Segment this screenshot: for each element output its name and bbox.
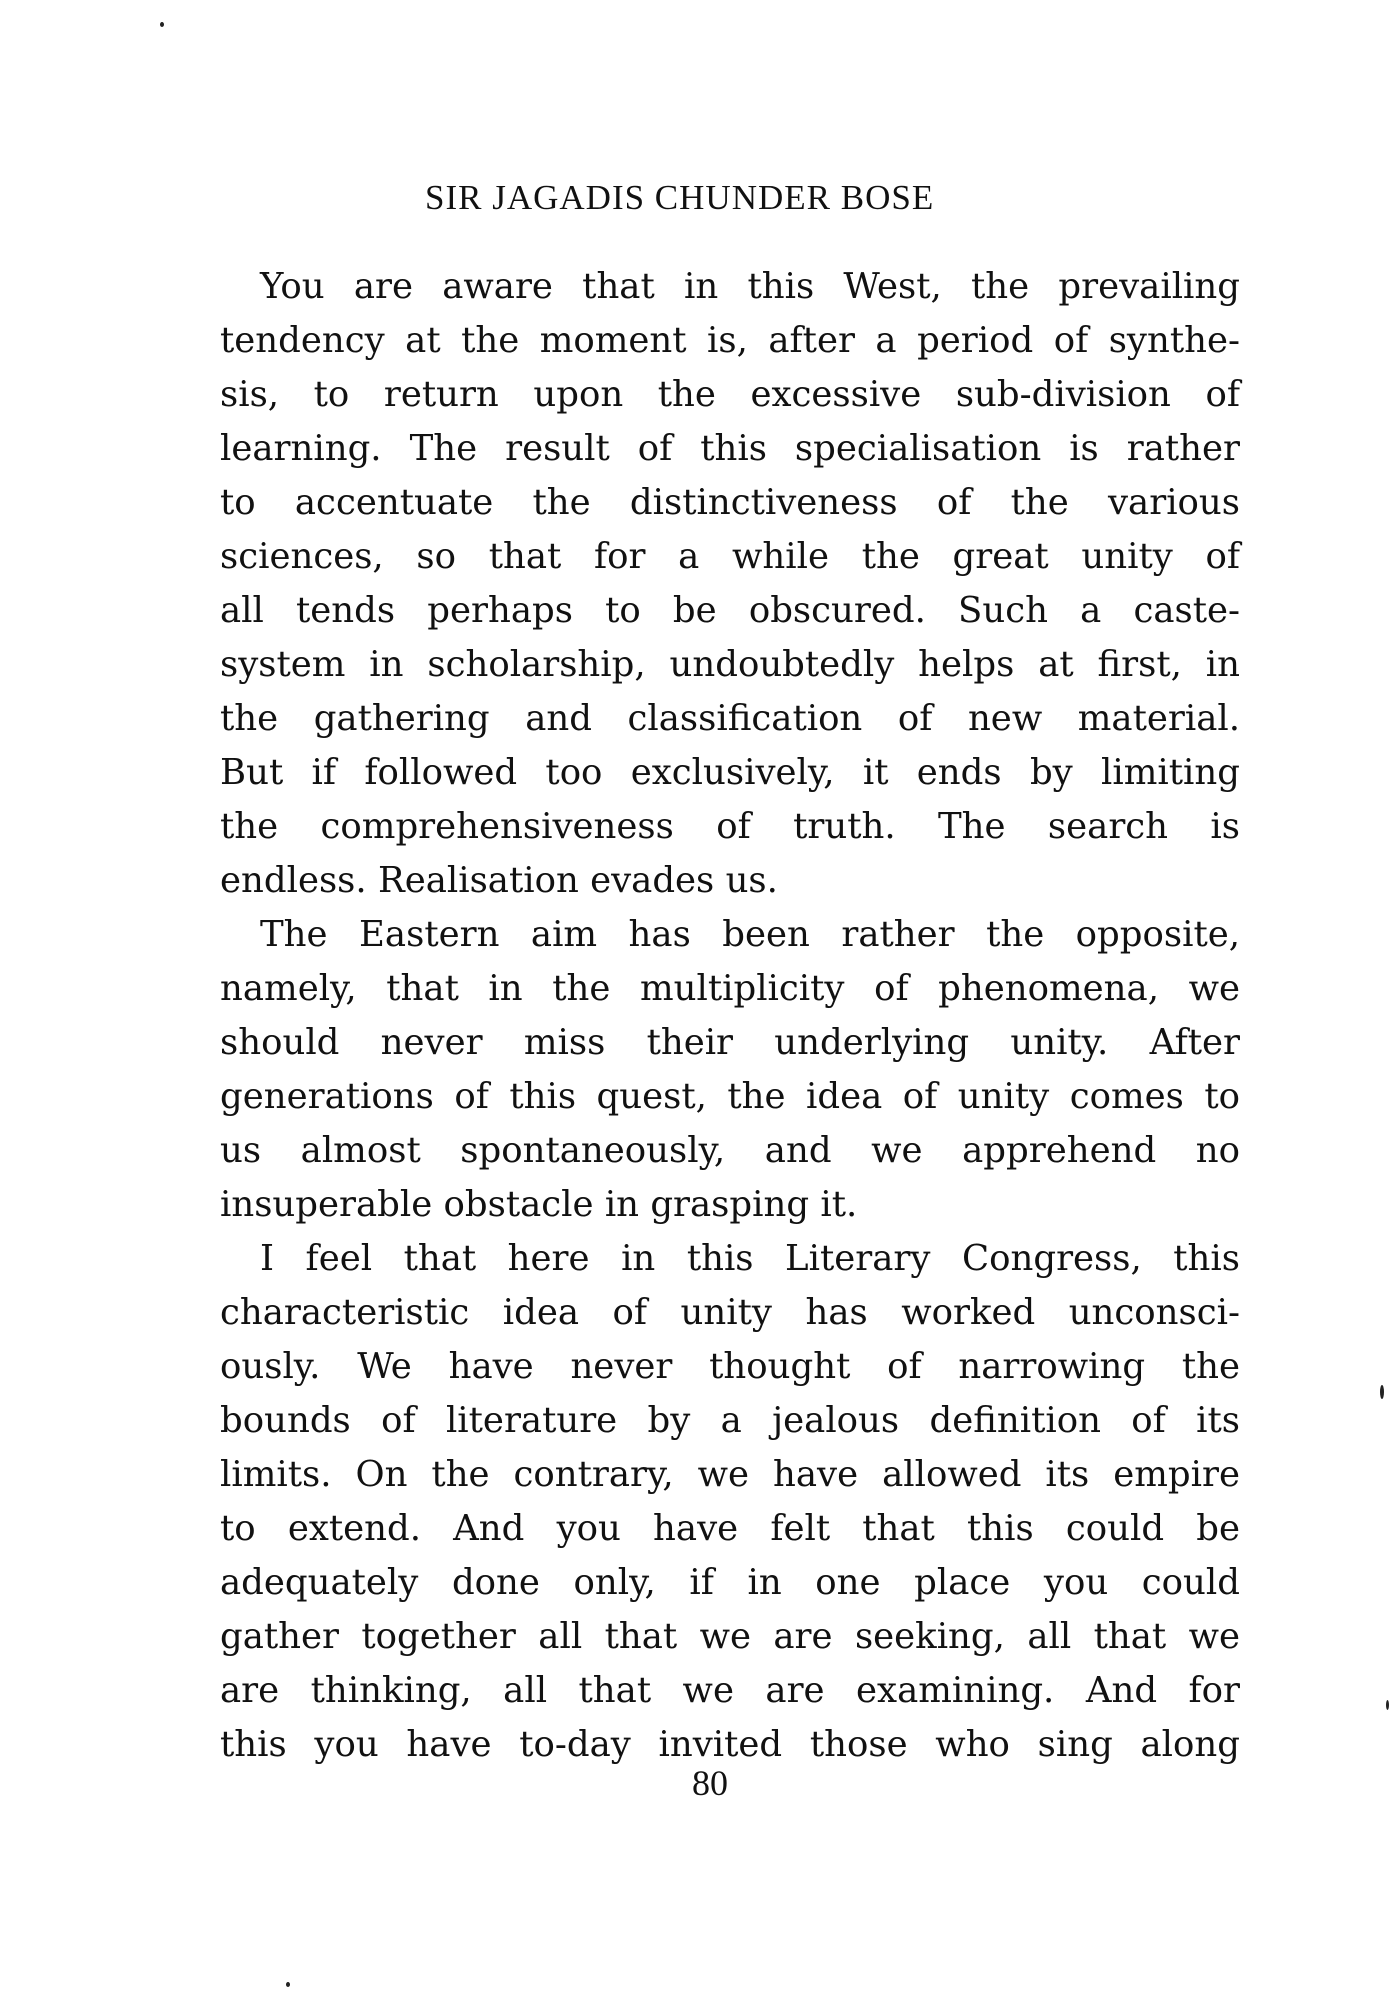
- text-line: to extend. And you have felt that this could be: [220, 1508, 1240, 1549]
- text-line: But if followed too exclusively, it ends by limiting: [220, 752, 1240, 793]
- text-line: the comprehensiveness of truth. The search is: [220, 806, 1240, 847]
- scan-speck: [286, 1982, 290, 1987]
- text-line: endless. Realisation evades us.: [220, 860, 778, 901]
- text-line: all tends perhaps to be obscured. Such a caste-: [220, 590, 1240, 631]
- text-line: adequately done only, if in one place you could: [220, 1562, 1240, 1603]
- text-line: The Eastern aim has been rather the opposite,: [260, 914, 1240, 955]
- text-line: this you have to-day invited those who sing along: [220, 1724, 1240, 1765]
- text-line: the gathering and classification of new material.: [220, 698, 1240, 739]
- text-line: insuperable obstacle in grasping it.: [220, 1184, 858, 1225]
- paragraph-1: [220, 260, 1240, 908]
- text-line: generations of this quest, the idea of unity comes to: [220, 1076, 1240, 1117]
- page-number: 80: [692, 1763, 728, 1803]
- text-line: are thinking, all that we are examining. And for: [220, 1670, 1240, 1711]
- text-line: gather together all that we are seeking, all that we: [220, 1616, 1240, 1657]
- running-head: SIR JAGADIS CHUNDER BOSE: [425, 178, 935, 217]
- scan-speck: [160, 22, 164, 27]
- scan-speck: [1380, 1385, 1384, 1399]
- text-line: should never miss their underlying unity. After: [220, 1022, 1240, 1063]
- text-line: to accentuate the distinctiveness of the various: [220, 482, 1240, 523]
- text-line: namely, that in the multiplicity of phenomena, we: [220, 968, 1240, 1009]
- text-line: characteristic idea of unity has worked unconsci-: [220, 1292, 1240, 1333]
- text-line: sciences, so that for a while the great unity of: [220, 536, 1240, 577]
- text-line: limits. On the contrary, we have allowed its empire: [220, 1454, 1240, 1495]
- paragraph-2: [220, 908, 1240, 1232]
- paragraph-3: [220, 1232, 1240, 1772]
- scan-speck: [1386, 1700, 1389, 1710]
- text-line: I feel that here in this Literary Congress, this: [260, 1238, 1240, 1279]
- text-line: sis, to return upon the excessive sub-division of: [220, 374, 1240, 415]
- text-line: us almost spontaneously, and we apprehend no: [220, 1130, 1240, 1171]
- text-line: bounds of literature by a jealous definition of its: [220, 1400, 1240, 1441]
- text-line: learning. The result of this specialisation is rather: [220, 428, 1240, 469]
- text-line: tendency at the moment is, after a period of synthe-: [220, 320, 1240, 361]
- text-line: You are aware that in this West, the prevailing: [260, 266, 1240, 307]
- text-line: ously. We have never thought of narrowing the: [220, 1346, 1240, 1387]
- body-text: [220, 260, 1240, 1772]
- text-line: system in scholarship, undoubtedly helps at first, in: [220, 644, 1240, 685]
